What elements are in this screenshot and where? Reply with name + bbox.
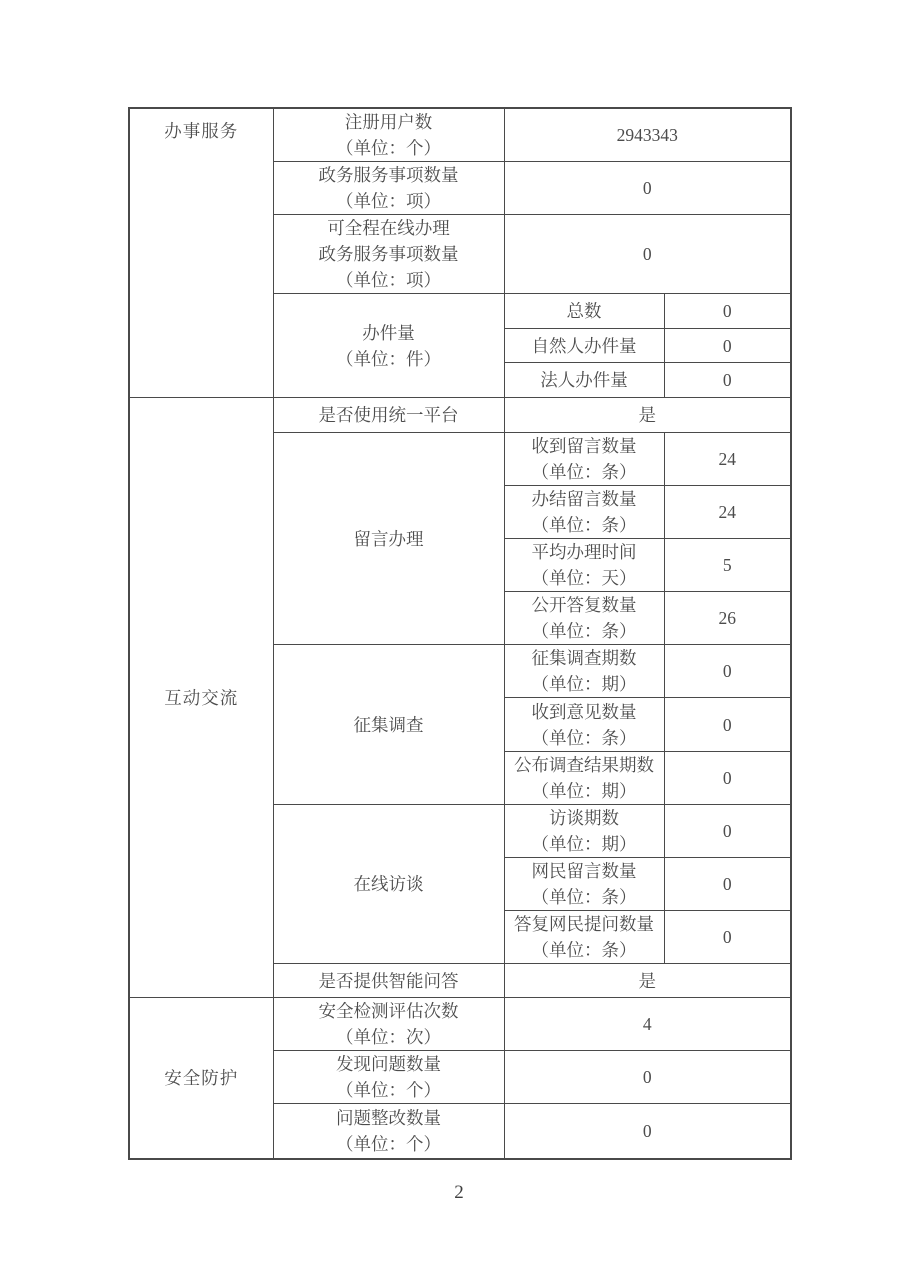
sub-metric-label: 总数: [566, 301, 602, 321]
sub-metric-label-cell: [504, 539, 664, 592]
metric-label-cell: [273, 108, 504, 162]
metric-label-cell: [273, 294, 504, 398]
sub-metric-label: 答复网民提问数量: [514, 914, 654, 934]
metric-label: 在线访谈: [353, 874, 424, 894]
sub-metric-unit: （单位：条）: [531, 940, 637, 960]
metric-unit: （单位：件）: [336, 348, 441, 369]
metric-label: 注册用户数: [344, 112, 433, 132]
metric-value-cell: 0: [504, 162, 791, 215]
table-row: [129, 998, 791, 1051]
sub-metric-value-cell: 24: [664, 433, 791, 486]
metric-value-cell: 是: [504, 964, 791, 998]
metric-unit: （单位：个）: [336, 1133, 441, 1154]
metric-value-cell: 4: [504, 998, 791, 1051]
metric-label: 问题整改数量: [336, 1107, 441, 1128]
metric-label-cell: [273, 964, 504, 998]
sub-metric-label: 自然人办件量: [531, 335, 637, 356]
sub-metric-value-cell: 26: [664, 592, 791, 645]
sub-metric-value-cell: 0: [664, 645, 791, 698]
sub-metric-label: 网民留言数量: [531, 861, 637, 881]
sub-metric-unit: （单位：条）: [531, 515, 637, 535]
sub-metric-label: 收到意见数量: [531, 701, 637, 722]
sub-metric-value-cell: 5: [664, 539, 791, 592]
metric-unit: （单位：个）: [336, 138, 441, 158]
sub-metric-label-cell: [504, 858, 664, 911]
metric-label: 留言办理: [353, 528, 424, 549]
group-label: 互动交流: [164, 687, 239, 708]
metric-label-cell: [273, 1051, 504, 1104]
sub-metric-unit: （单位：期）: [531, 834, 637, 854]
group-cell-service-affairs: [129, 108, 273, 398]
metric-label: 可全程在线办理: [327, 218, 450, 238]
page-number: 2: [454, 1182, 464, 1203]
sub-metric-value-cell: 0: [664, 858, 791, 911]
group-label: 办事服务: [164, 121, 239, 141]
sub-metric-unit: （单位：条）: [531, 621, 637, 641]
sub-metric-value-cell: 0: [664, 911, 791, 964]
sub-metric-value-cell: 0: [664, 752, 791, 805]
sub-metric-value-cell: 0: [664, 329, 791, 363]
metric-unit: （单位：次）: [336, 1027, 441, 1047]
table-row: [129, 398, 791, 433]
metric-label: 政务服务事项数量: [318, 244, 459, 264]
sub-metric-value-cell: 0: [664, 363, 791, 398]
sub-metric-value-cell: 0: [664, 294, 791, 329]
sub-metric-label-cell: [504, 486, 664, 539]
sub-metric-value-cell: 0: [664, 805, 791, 858]
sub-metric-label: 办结留言数量: [531, 489, 637, 509]
sub-metric-label-cell: [504, 433, 664, 486]
sub-metric-unit: （单位：条）: [531, 727, 637, 748]
metric-label: 是否使用统一平台: [318, 405, 459, 425]
metric-unit: （单位：项）: [336, 191, 441, 211]
metric-label-cell: [273, 805, 504, 964]
sub-metric-unit: （单位：条）: [531, 887, 637, 907]
sub-metric-label: 访谈期数: [549, 808, 619, 828]
sub-metric-unit: （单位：条）: [531, 462, 637, 482]
sub-metric-label: 公开答复数量: [531, 595, 637, 615]
sub-metric-label: 公布调查结果期数: [514, 755, 654, 775]
sub-metric-label-cell: [504, 645, 664, 698]
metric-label: 政务服务事项数量: [318, 165, 459, 185]
metric-value-cell: 是: [504, 398, 791, 433]
metric-value-cell: 0: [504, 1051, 791, 1104]
sub-metric-value-cell: 24: [664, 486, 791, 539]
sub-metric-value-cell: 0: [664, 698, 791, 752]
metric-label: 发现问题数量: [336, 1054, 441, 1074]
group-label: 安全防护: [164, 1067, 239, 1088]
metric-label: 是否提供智能问答: [318, 970, 459, 991]
metric-label-cell: [273, 1104, 504, 1159]
sub-metric-label-cell: [504, 698, 664, 752]
metric-label-cell: [273, 398, 504, 433]
metric-value-cell: 0: [504, 215, 791, 294]
sub-metric-label: 征集调查期数: [531, 648, 637, 668]
metric-label-cell: [273, 215, 504, 294]
metric-label-cell: [273, 645, 504, 805]
sub-metric-label: 收到留言数量: [531, 436, 637, 456]
sub-metric-label-cell: [504, 363, 664, 398]
metric-unit: （单位：个）: [336, 1080, 441, 1100]
sub-metric-label-cell: [504, 592, 664, 645]
group-cell-interaction: [129, 398, 273, 998]
metric-unit: （单位：项）: [336, 270, 441, 290]
sub-metric-label-cell: [504, 294, 664, 329]
sub-metric-unit: （单位：天）: [531, 568, 637, 588]
metric-label: 办件量: [362, 322, 415, 343]
sub-metric-label-cell: [504, 329, 664, 363]
sub-metric-unit: （单位：期）: [531, 781, 637, 801]
metric-value-cell: 2943343: [504, 108, 791, 162]
report-table: [128, 107, 792, 1160]
metric-label: 征集调查: [353, 714, 424, 735]
sub-metric-label: 法人办件量: [540, 370, 628, 390]
sub-metric-label: 平均办理时间: [531, 542, 637, 562]
sub-metric-label-cell: [504, 911, 664, 964]
sub-metric-label-cell: [504, 752, 664, 805]
metric-label: 安全检测评估次数: [318, 1001, 459, 1021]
sub-metric-unit: （单位：期）: [531, 674, 637, 694]
metric-value-cell: 0: [504, 1104, 791, 1159]
metric-label-cell: [273, 162, 504, 215]
table-row: [129, 108, 791, 162]
metric-label-cell: [273, 998, 504, 1051]
sub-metric-label-cell: [504, 805, 664, 858]
group-cell-security: [129, 998, 273, 1159]
metric-label-cell: [273, 433, 504, 645]
